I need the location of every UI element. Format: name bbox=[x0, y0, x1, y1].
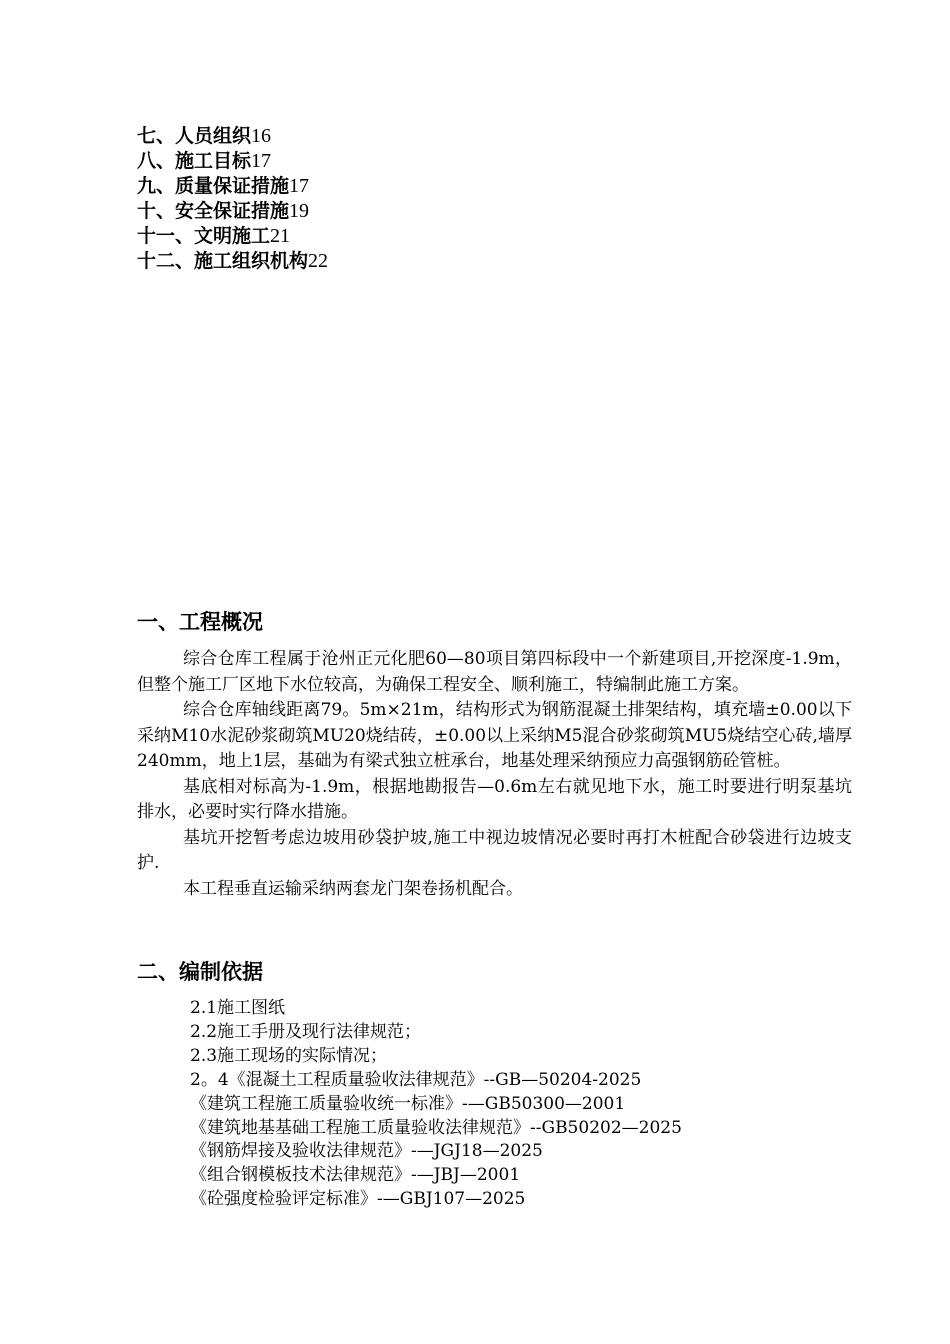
toc-entry-page: 22 bbox=[308, 250, 329, 272]
section-overview-body bbox=[137, 647, 852, 902]
toc-entry-page: 19 bbox=[289, 200, 310, 222]
list-item: 《钢筋焊接及验收法律规范》-—JGJ18—2025 bbox=[190, 1141, 543, 1162]
list-item: 2.2施工手册及现行法律规范； bbox=[190, 1021, 422, 1042]
toc-entry-page: 17 bbox=[289, 175, 310, 197]
list-item: 2。4《混凝土工程质量验收法律规范》--GB—50204-2025 bbox=[190, 1069, 642, 1090]
toc-entry-title: 十二、施工组织机构 bbox=[137, 250, 309, 272]
section-heading-overview: 一、工程概况 bbox=[137, 610, 263, 634]
paragraph: 本工程垂直运输采纳两套龙门架卷扬机配合。 bbox=[183, 878, 523, 899]
toc-entry-page: 17 bbox=[251, 150, 272, 172]
toc-entry-title: 十一、文明施工 bbox=[137, 225, 271, 247]
toc-entry[interactable] bbox=[137, 249, 328, 274]
list-item: 《砼强度检验评定标准》-—GBJ107—2025 bbox=[190, 1189, 526, 1210]
toc-entry-title: 八、施工目标 bbox=[137, 150, 252, 172]
paragraph: 基坑开挖暂考虑边坡用砂袋护坡,施工中视边坡情况必要时再打木桩配合砂袋进行边坡支护. bbox=[137, 827, 852, 873]
toc-entry-title: 七、人员组织 bbox=[137, 125, 252, 147]
section-heading-basis: 二、编制依据 bbox=[137, 960, 263, 984]
toc-entry-page: 16 bbox=[251, 125, 272, 147]
list-item: 2.3施工现场的实际情况； bbox=[190, 1045, 388, 1066]
list-item: 《组合钢模板技术法律规范》-—JBJ—2001 bbox=[190, 1165, 521, 1186]
paragraph: 综合仓库工程属于沧州正元化肥60—80项目第四标段中一个新建项目,开挖深度-1.9m，但整个施工厂区地下水位较高，为确保工程安全、顺利施工，特编制此施工方案。 bbox=[137, 649, 852, 695]
toc-entry[interactable] bbox=[137, 149, 328, 174]
paragraph: 基底相对标高为-1.9m，根据地勘报告—0.6m左右就见地下水，施工时要进行明泵基坑排水，必要时实行降水措施。 bbox=[137, 776, 852, 822]
toc-entry[interactable] bbox=[137, 174, 328, 199]
list-item: 2.1施工图纸 bbox=[190, 998, 286, 1018]
reference-list bbox=[190, 997, 850, 1212]
toc-entry-title: 九、质量保证措施 bbox=[137, 175, 290, 197]
paragraph: 综合仓库轴线距离79。5m×21m，结构形式为钢筋混凝土排架结构，填充墙±0.00以下采纳M10水泥砂浆砌筑MU20烧结砖，±0.00以上采纳M5混合砂浆砌筑MU5烧结空心砖,墙厚240mm，地上1层，基础为有梁式独立桩承台，地基处理采纳预应力高强钢筋砼管桩。 bbox=[137, 700, 852, 771]
toc-entry[interactable] bbox=[137, 124, 328, 149]
toc-entry-title: 十、安全保证措施 bbox=[137, 200, 290, 222]
list-item: 《建筑工程施工质量验收统一标准》-—GB50300—2001 bbox=[190, 1093, 626, 1114]
toc-entry[interactable] bbox=[137, 199, 328, 224]
table-of-contents bbox=[137, 124, 328, 274]
toc-entry-page: 21 bbox=[270, 225, 291, 247]
toc-entry[interactable] bbox=[137, 224, 328, 249]
list-item: 《建筑地基基础工程施工质量验收法律规范》--GB50202—2025 bbox=[190, 1117, 682, 1138]
